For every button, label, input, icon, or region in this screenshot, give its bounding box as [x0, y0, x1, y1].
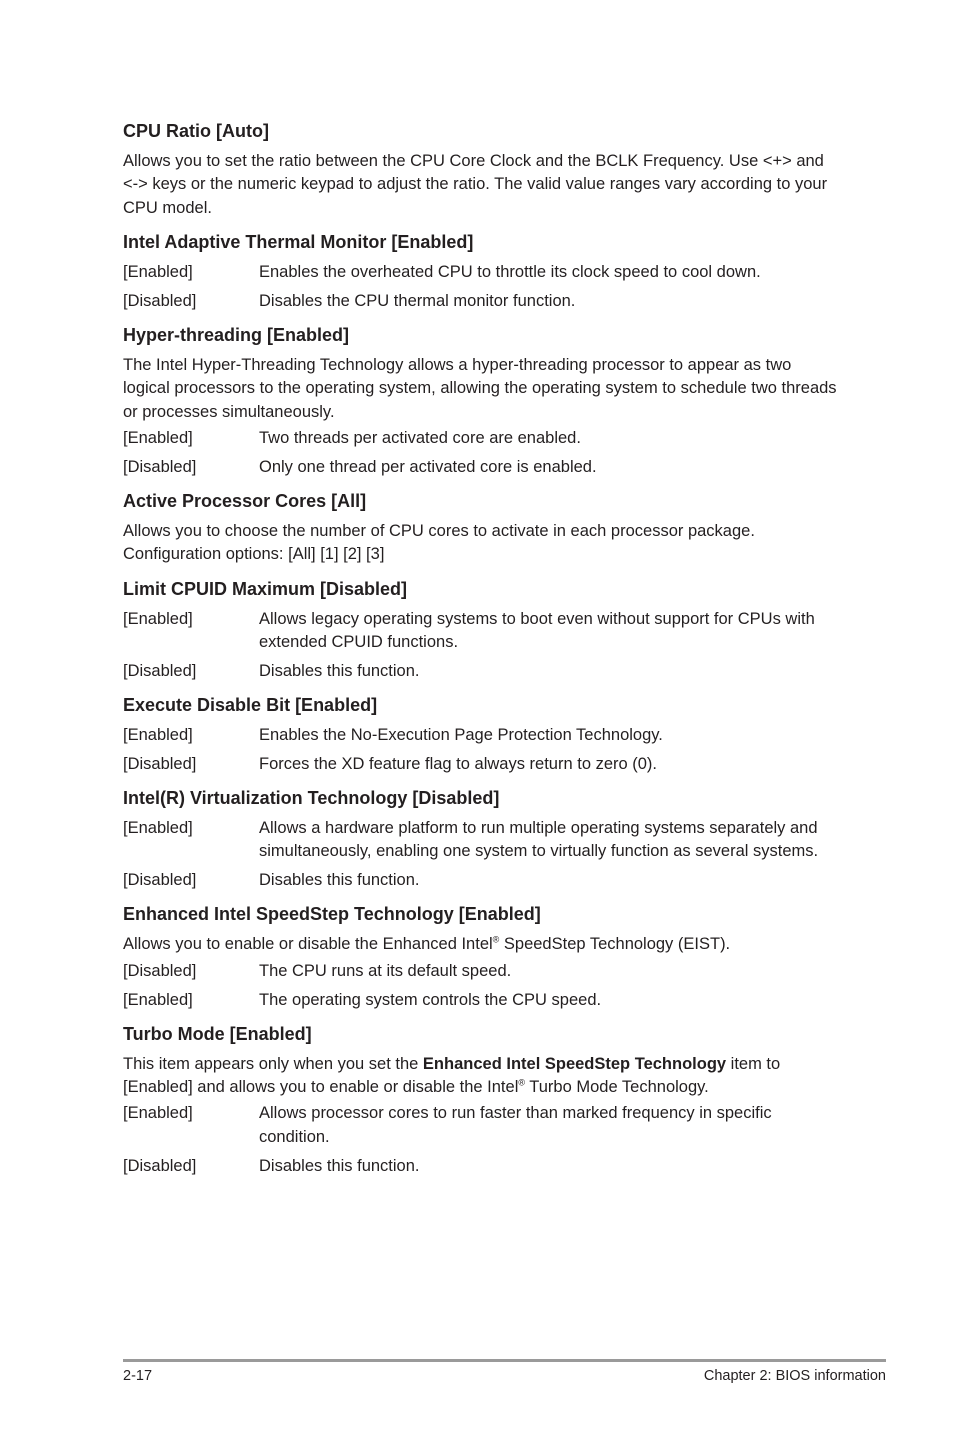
option-name: [Enabled] — [123, 819, 193, 838]
option-description: Forces the XD feature flag to always return to zero (0). — [259, 754, 658, 773]
option-name: [Enabled] — [123, 428, 193, 447]
option-name: [Disabled] — [123, 754, 197, 773]
description-text: SpeedStep Technology (EIST). — [499, 935, 731, 954]
section-title: CPU Ratio [Auto] — [123, 121, 269, 141]
option-row — [123, 724, 839, 747]
section-title: Intel(R) Virtualization Technology [Disabled] — [123, 788, 500, 809]
description-bold-reference: Enhanced Intel SpeedStep Technology — [422, 1054, 727, 1073]
section-description — [123, 1053, 839, 1100]
section-enhanced-intel-speedstep — [123, 902, 839, 1011]
section-hyper-threading — [123, 323, 839, 479]
section-title: Active Processor Cores [All] — [123, 490, 367, 511]
section-title: Intel Adaptive Thermal Monitor [Enabled] — [123, 231, 474, 252]
option-name: [Disabled] — [123, 661, 197, 680]
option-row — [123, 869, 839, 892]
option-row — [123, 660, 839, 683]
option-description: Disables this function. — [259, 661, 420, 680]
section-execute-disable-bit — [123, 693, 839, 776]
option-description: Only one thread per activated core is enabled. — [259, 457, 597, 476]
option-row — [123, 1155, 839, 1178]
section-description — [123, 933, 839, 956]
section-title: Enhanced Intel SpeedStep Technology [Enabled] — [123, 904, 541, 925]
option-name: [Enabled] — [123, 1104, 193, 1123]
option-name: [Disabled] — [123, 1156, 197, 1175]
option-name: [Disabled] — [123, 871, 197, 890]
option-description: Disables the CPU thermal monitor function. — [259, 291, 576, 310]
section-active-processor-cores — [123, 489, 839, 567]
description-text: Allows you to enable or disable the Enhanced Intel — [123, 935, 493, 954]
option-row — [123, 753, 839, 776]
section-title: Hyper-threading [Enabled] — [123, 324, 350, 345]
option-row — [123, 1102, 839, 1149]
registered-mark: ® — [492, 934, 500, 945]
option-name: [Enabled] — [123, 609, 193, 628]
registered-mark: ® — [518, 1077, 525, 1088]
section-description: Allows you to choose the number of CPU cores to activate in each processor package. Configuration options: [All] [1] [2] [3] — [123, 521, 755, 564]
section-description: Allows you to set the ratio between the CPU Core Clock and the BCLK Frequency. Use <+> and <-> keys or the numeric keypad to adjust the ratio. The valid value ranges vary according to your CPU model. — [123, 152, 828, 217]
option-row — [123, 456, 839, 479]
option-description: The operating system controls the CPU speed. — [259, 990, 602, 1009]
option-description: Disables this function. — [259, 871, 420, 890]
option-description: Disables this function. — [259, 1156, 420, 1175]
option-name: [Enabled] — [123, 725, 193, 744]
option-row — [123, 608, 839, 655]
section-limit-cpuid-maximum — [123, 577, 839, 683]
option-name: [Enabled] — [123, 262, 193, 281]
option-row — [123, 960, 839, 983]
section-description: The Intel Hyper-Threading Technology allows a hyper-threading processor to appear as two logical processors to the operating system, allowing the operating system to schedule two threads or processes simultaneously. — [123, 355, 837, 421]
option-description: Two threads per activated core are enabled. — [259, 428, 581, 447]
option-row — [123, 290, 839, 313]
footer-page-number: 2-17 — [123, 1368, 153, 1384]
option-row — [123, 817, 839, 864]
description-text: item to [Enabled] and allows you to enable or disable the Intel — [123, 1054, 781, 1097]
option-description: Enables the No-Execution Page Protection Technology. — [259, 725, 663, 744]
section-title: Limit CPUID Maximum [Disabled] — [123, 578, 408, 599]
option-description: Enables the overheated CPU to throttle its clock speed to cool down. — [259, 262, 761, 281]
option-name: [Disabled] — [123, 961, 197, 980]
section-intel-virtualization-technology — [123, 786, 839, 892]
option-row — [123, 261, 839, 284]
option-description: Allows legacy operating systems to boot even without support for CPUs with extended CPUID functions. — [259, 609, 815, 651]
option-name: [Enabled] — [123, 990, 193, 1009]
section-title: Turbo Mode [Enabled] — [123, 1023, 312, 1044]
section-cpu-ratio — [123, 119, 839, 220]
option-description: Allows processor cores to run faster than marked frequency in specific condition. — [259, 1104, 772, 1146]
option-row — [123, 427, 839, 450]
section-turbo-mode — [123, 1022, 839, 1178]
option-name: [Disabled] — [123, 457, 197, 476]
description-text: Turbo Mode Technology. — [525, 1078, 709, 1097]
option-description: The CPU runs at its default speed. — [259, 961, 512, 980]
section-title: Execute Disable Bit [Enabled] — [123, 694, 378, 715]
page-content — [123, 119, 839, 1188]
footer-divider — [123, 1359, 886, 1362]
option-description: Allows a hardware platform to run multiple operating systems separately and simultaneously, enabling one system to virtually function as several systems. — [259, 819, 819, 861]
section-intel-adaptive-thermal-monitor — [123, 230, 839, 313]
option-row — [123, 989, 839, 1012]
description-text: This item appears only when you set the — [123, 1054, 423, 1073]
option-name: [Disabled] — [123, 291, 197, 310]
footer-chapter-title: Chapter 2: BIOS information — [703, 1368, 886, 1384]
